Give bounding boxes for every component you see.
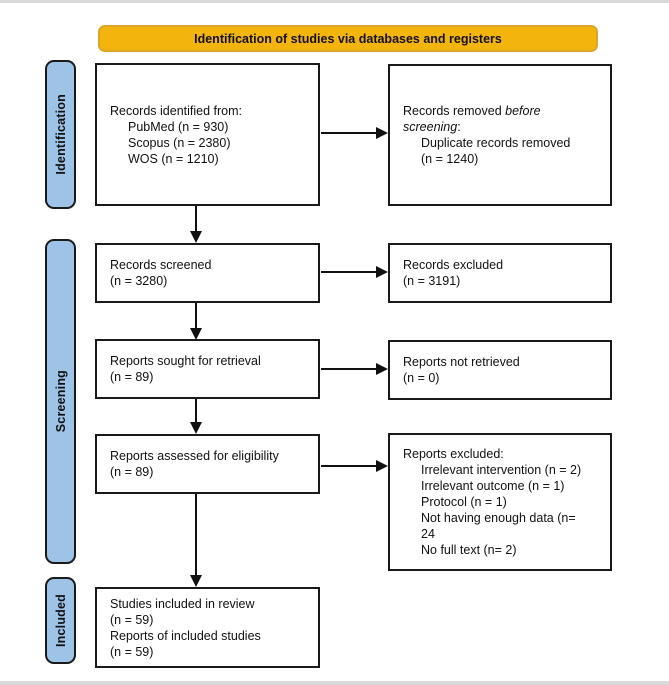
page-edge-top	[0, 0, 669, 3]
text-line: 24	[421, 527, 435, 541]
box-studies-included	[95, 587, 320, 668]
arrow-identified-to-removed	[321, 127, 388, 139]
text-line: Reports not retrieved	[403, 355, 520, 369]
text-line: Not having enough data (n=	[421, 511, 576, 525]
text-line: (n = 1240)	[421, 152, 479, 166]
text-line: Scopus (n = 2380)	[128, 135, 231, 150]
arrowhead-right-icon	[376, 127, 388, 139]
arrow-shaft	[321, 465, 377, 467]
arrow-shaft	[321, 271, 377, 273]
box-records-excluded	[388, 243, 612, 303]
arrow-assessed-to-reports-excluded	[321, 460, 388, 472]
arrow-shaft	[321, 368, 377, 370]
text-line: Irrelevant outcome (n = 1)	[421, 479, 565, 493]
text-line: Reports of included studies	[110, 628, 261, 643]
text-line: Reports assessed for eligibility	[110, 449, 279, 463]
box-reports-not-retrieved	[388, 340, 612, 400]
stage-label-text: Identification	[53, 94, 68, 175]
text-line: screening:	[403, 120, 461, 134]
text-line: (n = 3191)	[403, 274, 461, 288]
text-line: (n = 59)	[110, 644, 154, 659]
text-line: (n = 0)	[403, 371, 440, 385]
arrow-assessed-to-included	[190, 494, 202, 587]
text-line: (n = 3280)	[110, 274, 168, 288]
text-line: Records removed before	[403, 104, 541, 118]
arrow-shaft	[195, 303, 197, 329]
arrow-screened-to-excluded	[321, 266, 388, 278]
stage-label-screening	[45, 239, 76, 564]
arrow-screened-to-sought	[190, 303, 202, 340]
arrowhead-down-icon	[190, 422, 202, 434]
arrowhead-down-icon	[190, 575, 202, 587]
box-reports-assessed	[95, 434, 320, 494]
text-line: Records identified from:	[110, 103, 243, 118]
stage-label-text: Included	[53, 594, 68, 647]
text-line: (n = 59)	[110, 612, 154, 627]
page-edge-bottom	[0, 681, 669, 685]
text-line: Records excluded	[403, 258, 504, 272]
text-line: Records screened	[110, 258, 212, 272]
stage-label-text: Screening	[53, 370, 68, 433]
arrowhead-down-icon	[190, 231, 202, 243]
text-line: PubMed (n = 930)	[128, 119, 229, 134]
box-records-screened	[95, 243, 320, 303]
arrow-shaft	[321, 132, 377, 134]
arrowhead-right-icon	[376, 460, 388, 472]
text-line: Duplicate records removed	[421, 136, 571, 150]
box-records-removed-before-screening	[388, 64, 612, 206]
box-reports-sought	[95, 339, 320, 399]
arrow-shaft	[195, 206, 197, 232]
text-line: Studies included in review	[110, 596, 255, 611]
text-line: Irrelevant intervention (n = 2)	[421, 463, 582, 477]
box-records-identified	[95, 63, 320, 206]
banner-title: Identification of studies via databases and registers	[98, 25, 598, 52]
arrowhead-down-icon	[190, 328, 202, 340]
text-line: (n = 89)	[110, 370, 154, 384]
arrowhead-right-icon	[376, 266, 388, 278]
text-line: Protocol (n = 1)	[421, 495, 507, 509]
arrow-shaft	[195, 399, 197, 423]
stage-label-identification	[45, 60, 76, 209]
box-reports-excluded	[388, 433, 612, 571]
arrowhead-right-icon	[376, 363, 388, 375]
text-line: Reports excluded:	[403, 447, 504, 461]
text-line: Reports sought for retrieval	[110, 354, 261, 368]
text-line: No full text (n= 2)	[421, 543, 517, 557]
text-line: WOS (n = 1210)	[128, 151, 219, 166]
arrow-sought-to-assessed	[190, 399, 202, 434]
stage-label-included	[45, 577, 76, 664]
text-line: (n = 89)	[110, 465, 154, 479]
arrow-sought-to-not-retrieved	[321, 363, 388, 375]
arrow-identified-to-screened	[190, 206, 202, 243]
arrow-shaft	[195, 494, 197, 576]
